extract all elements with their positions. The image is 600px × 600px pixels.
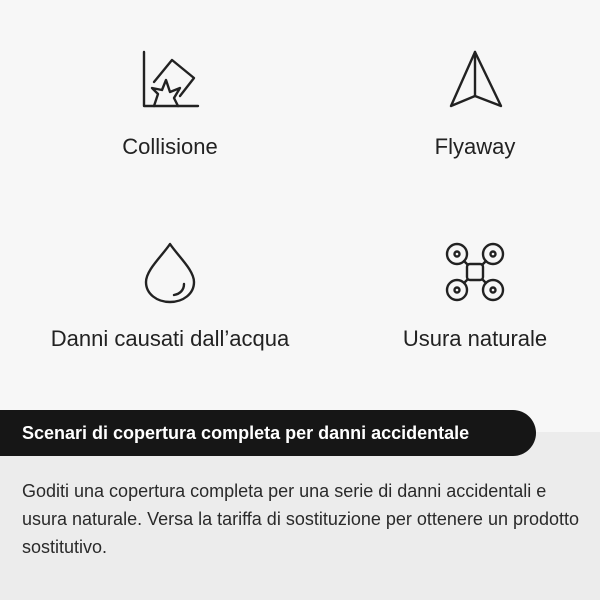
- banner-title: Scenari di copertura completa per danni accidentale: [22, 422, 470, 443]
- feature-wear-and-tear: [365, 232, 585, 362]
- feature-label: Collisione: [122, 134, 218, 159]
- feature-label: Flyaway: [434, 134, 516, 159]
- feature-label: Usura naturale: [402, 326, 548, 351]
- drone-icon: [443, 240, 507, 304]
- coverage-description: Goditi una copertura completa per una serie di danni accidentali e usura naturale. Versa la tariffa di sostituzione per ottenere un prodotto sostitutivo.: [22, 481, 580, 557]
- feature-flyaway: [365, 40, 585, 170]
- flyaway-icon: [443, 48, 507, 112]
- collision-icon: [138, 48, 202, 112]
- feature-water-damage: [20, 232, 320, 362]
- feature-collision: [60, 40, 280, 170]
- feature-label: Danni causati dall’acqua: [50, 326, 290, 351]
- water-drop-icon: [138, 240, 202, 304]
- coverage-banner: [0, 410, 536, 456]
